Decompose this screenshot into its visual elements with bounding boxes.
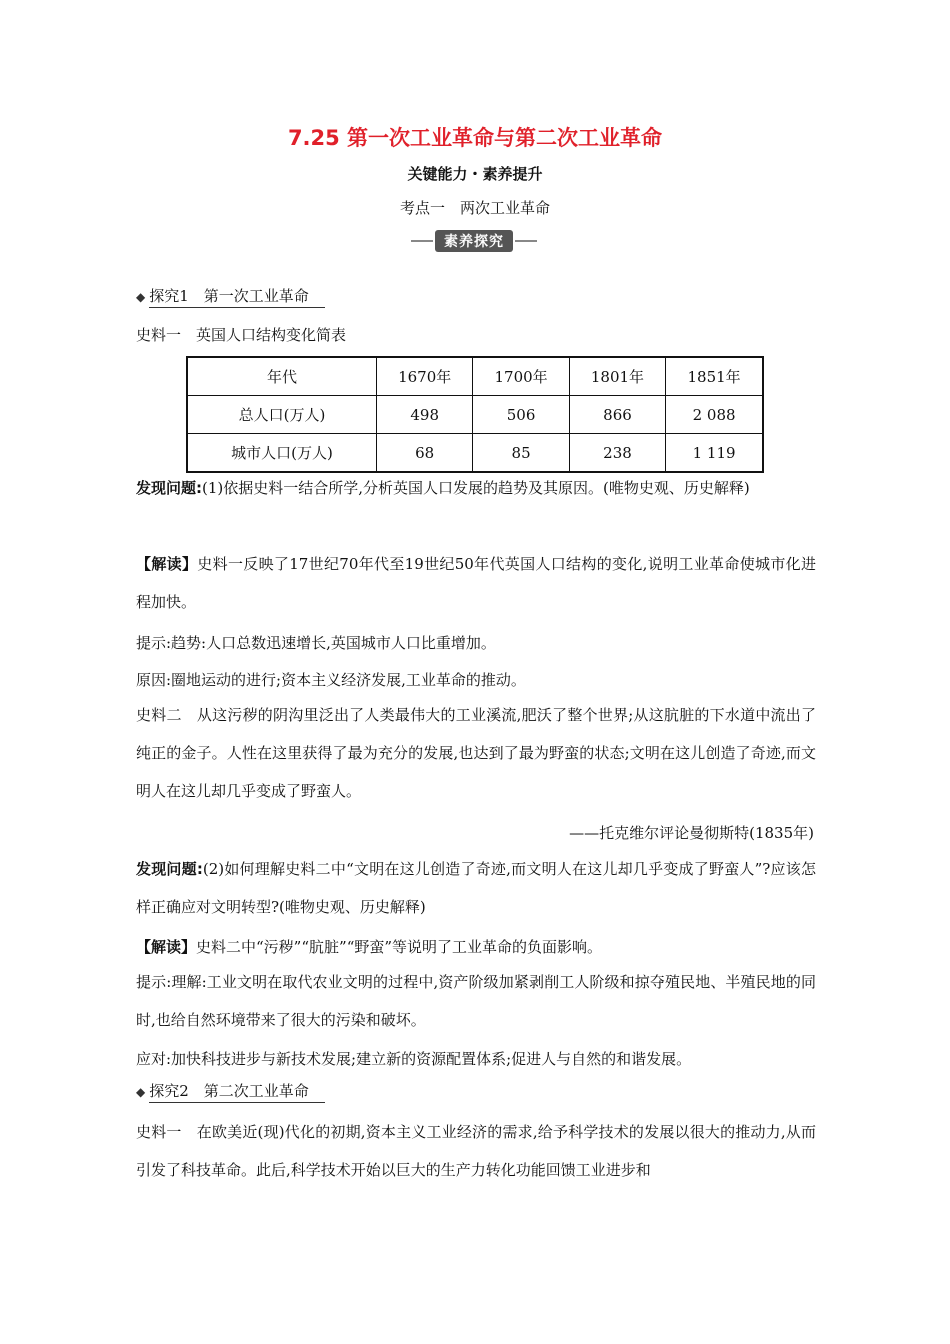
- question-1: [136, 469, 816, 507]
- question-1-label: 发现问题:: [136, 479, 202, 497]
- interpretation-1: [136, 545, 816, 621]
- section-heading-1: [136, 285, 325, 308]
- response-2: 应对:加快科技进步与新技术发展;建立新的资源配置体系;促进人与自然的和谐发展。: [136, 1050, 692, 1068]
- banner-left-line: [411, 240, 433, 242]
- banner-label: 素养探究: [435, 230, 513, 252]
- interpretation-2: [136, 936, 602, 957]
- table-cell: 506: [473, 396, 569, 434]
- table-cell: 68: [377, 434, 473, 473]
- table-cell: 2 088: [666, 396, 763, 434]
- interpretation-2-label: 【解读】: [136, 938, 197, 956]
- population-table: [186, 356, 764, 473]
- table-cell: 1700年: [473, 357, 569, 396]
- section-heading-1-label: 探究1 第一次工业革命: [149, 285, 325, 308]
- hint-1: 提示:趋势:人口总数迅速增长,英国城市人口比重增加。: [136, 634, 496, 652]
- source-2: 史料二 从这污秽的阴沟里泛出了人类最伟大的工业溪流,肥沃了整个世界;从这肮脏的下水道中流出了纯正的金子。人性在这里获得了最为充分的发展,也达到了最为野蛮的状态;文明在这儿创造了奇迹,而文明人在这儿却几乎变成了野蛮人。: [136, 706, 816, 800]
- hint-2: 提示:理解:工业文明在取代农业文明的过程中,资产阶级加紧剥削工人阶级和掠夺殖民地、半殖民地的同时,也给自然环境带来了很大的污染和破坏。: [136, 973, 816, 1029]
- page-title: 7.25 第一次工业革命与第二次工业革命: [287, 126, 663, 150]
- table-cell: 总人口(万人): [187, 396, 377, 434]
- question-2: [136, 850, 816, 926]
- table-cell: 866: [569, 396, 665, 434]
- interpretation-1-label: 【解读】: [136, 555, 198, 573]
- question-1-text: (1)依据史料一结合所学,分析英国人口发展的趋势及其原因。(唯物史观、历史解释): [202, 479, 750, 497]
- kaodian-heading: 考点一 两次工业革命: [399, 199, 550, 217]
- page-subtitle: 关键能力・素养提升: [407, 165, 543, 183]
- source-1-title: 史料一 英国人口结构变化简表: [136, 326, 347, 344]
- section-heading-2: [136, 1080, 325, 1103]
- reason-1: 原因:圈地运动的进行;资本主义经济发展,工业革命的推动。: [136, 671, 526, 689]
- table-row: [187, 434, 763, 473]
- suyang-tanjiu-banner: [411, 229, 537, 253]
- table-cell: 238: [569, 434, 665, 473]
- table-cell: 498: [377, 396, 473, 434]
- source-2-attribution: ——托克维尔评论曼彻斯特(1835年): [569, 824, 814, 842]
- banner-right-line: [515, 240, 537, 242]
- question-2-label: 发现问题:: [136, 860, 203, 878]
- diamond-icon: ◆: [136, 289, 146, 304]
- table-header-row: [187, 357, 763, 396]
- table-cell: 1670年: [377, 357, 473, 396]
- table-cell: 年代: [187, 357, 377, 396]
- table-cell: 城市人口(万人): [187, 434, 377, 473]
- table-cell: 1851年: [666, 357, 763, 396]
- question-2-text: (2)如何理解史料二中“文明在这儿创造了奇迹,而文明人在这儿却几乎变成了野蛮人”?应该怎样正确应对文明转型?(唯物史观、历史解释): [136, 860, 816, 916]
- diamond-icon: ◆: [136, 1084, 146, 1099]
- section-heading-2-label: 探究2 第二次工业革命: [149, 1080, 325, 1103]
- interpretation-1-text: 史料一反映了17世纪70年代至19世纪50年代英国人口结构的变化,说明工业革命使城市化进程加快。: [136, 555, 816, 611]
- table-cell: 85: [473, 434, 569, 473]
- interpretation-2-text: 史料二中“污秽”“肮脏”“野蛮”等说明了工业革命的负面影响。: [196, 938, 603, 956]
- table-row: [187, 396, 763, 434]
- table-cell: 1 119: [666, 434, 763, 473]
- section-2-source-1: 史料一 在欧美近(现)代化的初期,资本主义工业经济的需求,给予科学技术的发展以很大的推动力,从而引发了科技革命。此后,科学技术开始以巨大的生产力转化功能回馈工业进步和: [136, 1123, 816, 1179]
- table-cell: 1801年: [569, 357, 665, 396]
